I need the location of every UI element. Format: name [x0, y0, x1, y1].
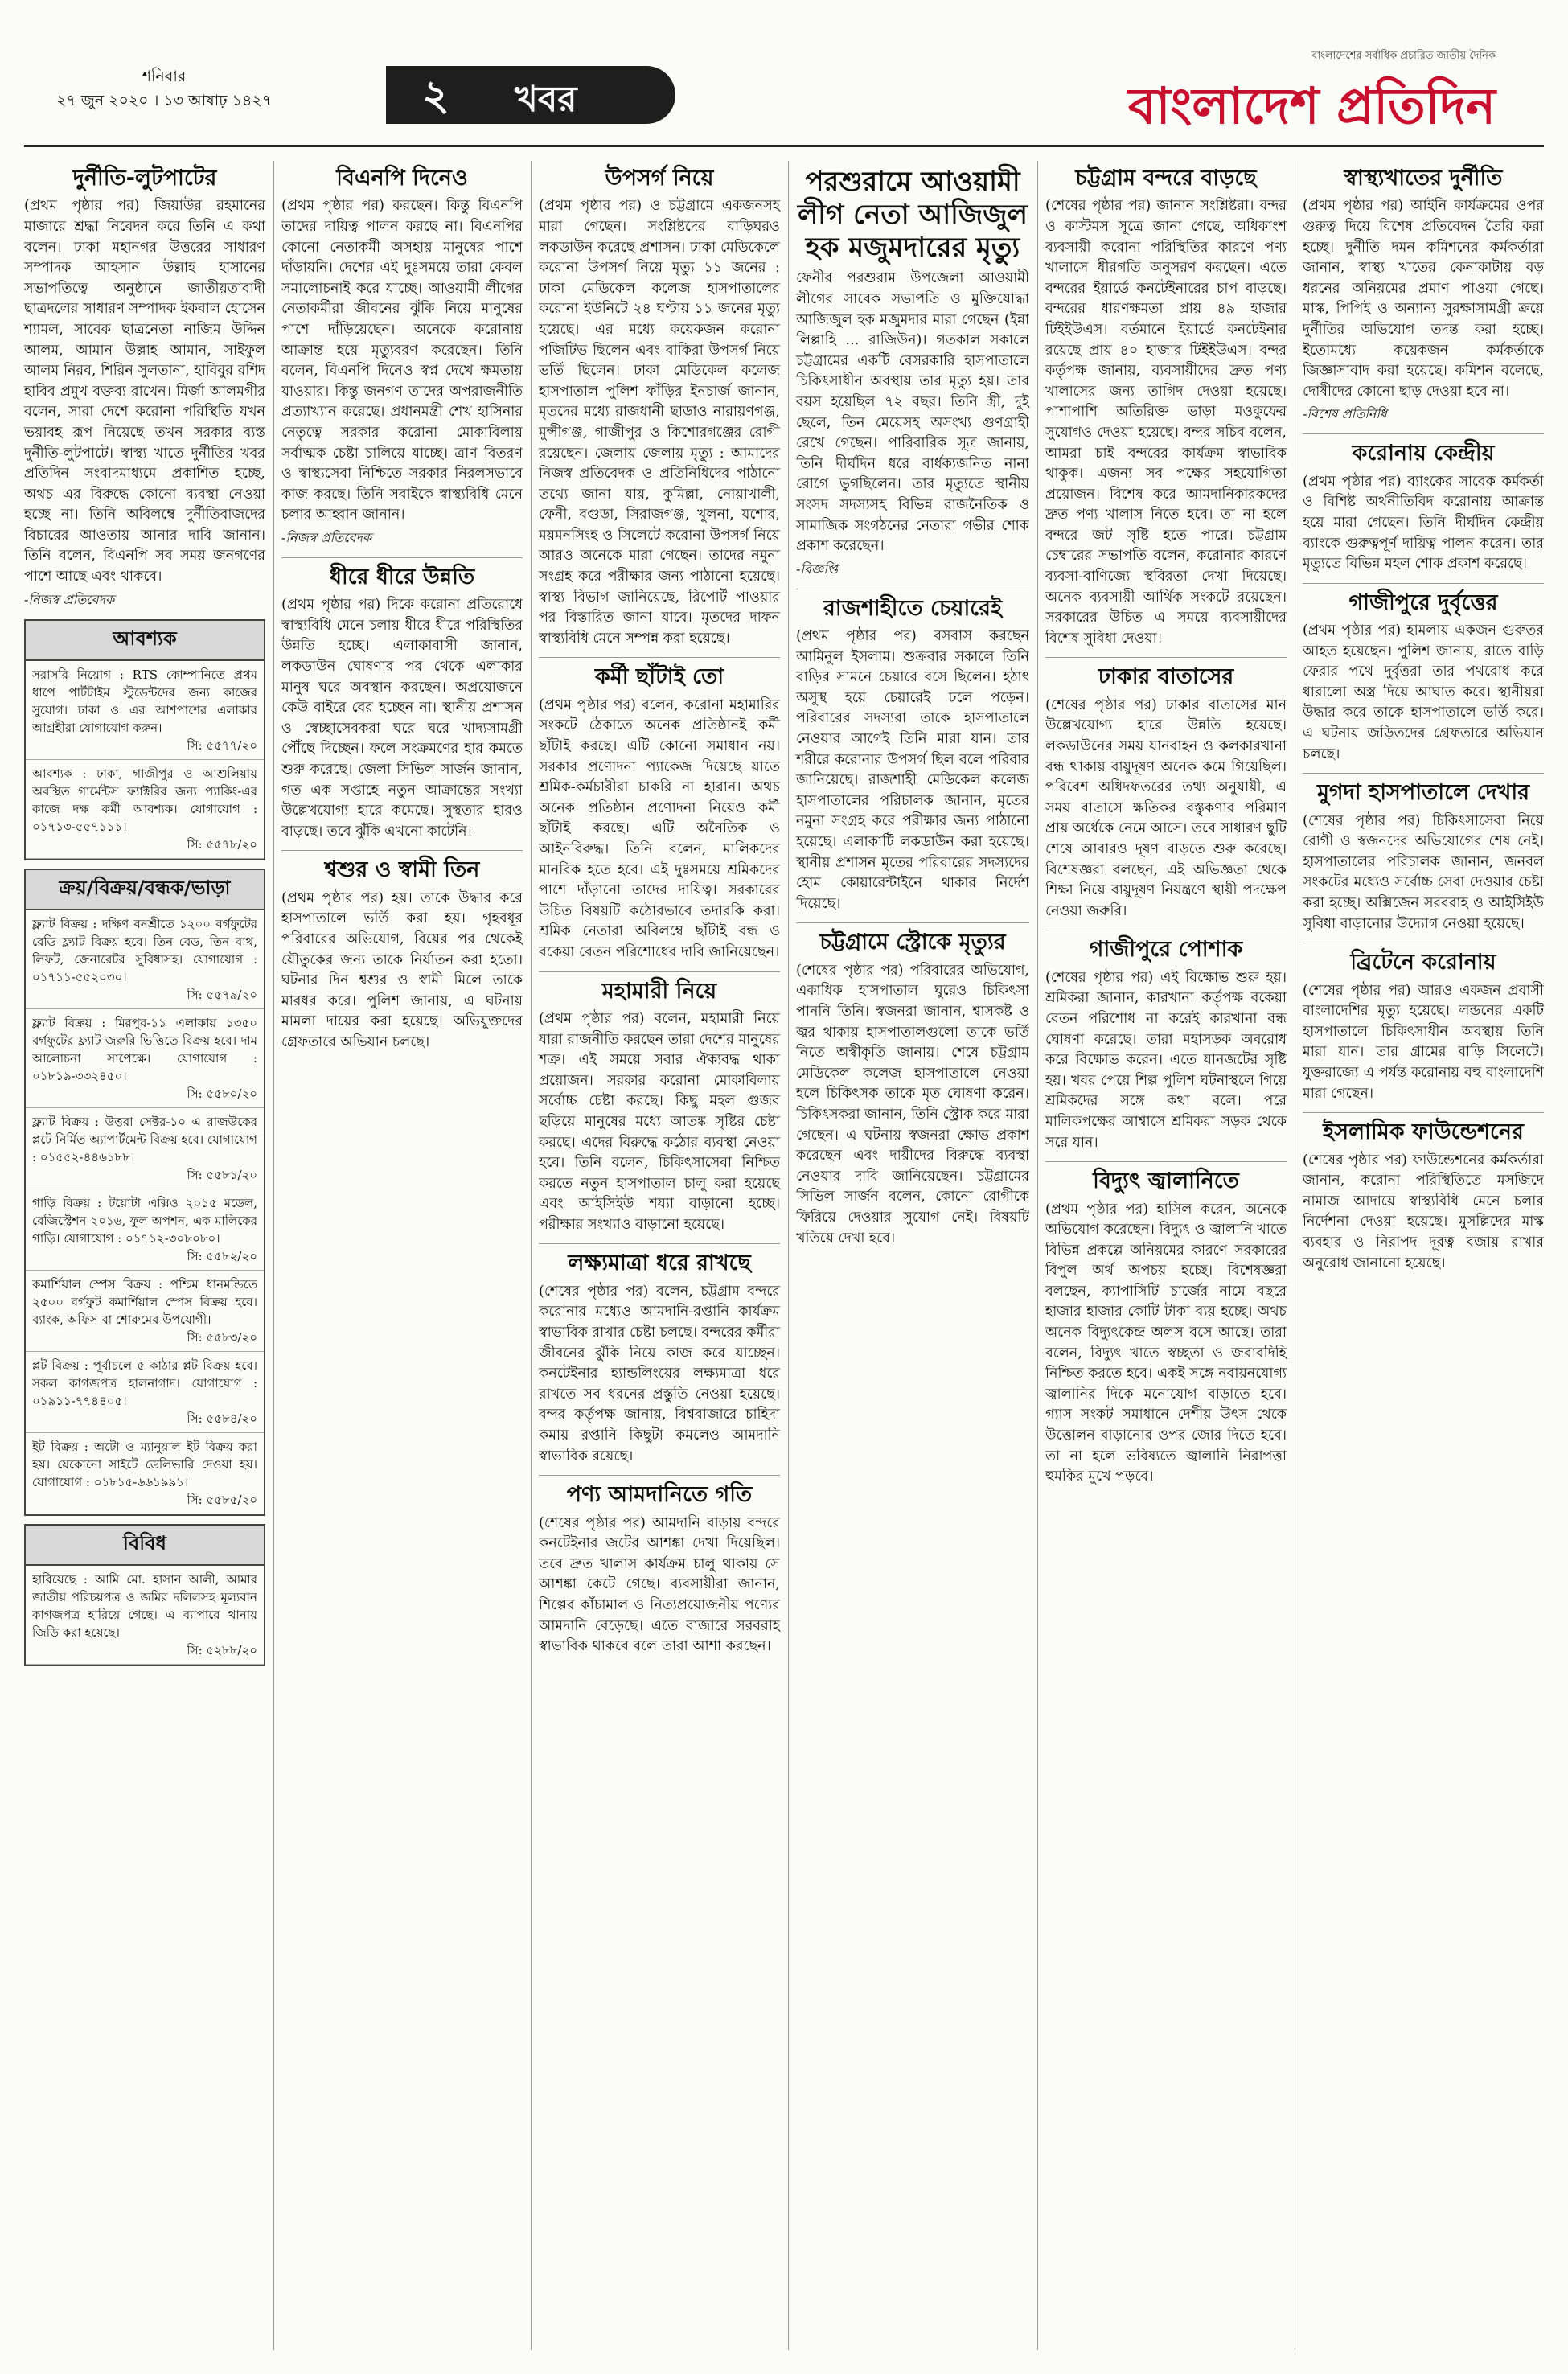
- divider: [1303, 1112, 1544, 1113]
- box-title: বিবিধ: [26, 1526, 264, 1566]
- column-5: [1045, 161, 1287, 2350]
- headline: মহামারী নিয়ে: [601, 978, 717, 1004]
- story-stroke: [796, 930, 1029, 1249]
- weekday: শনিবার: [142, 68, 187, 85]
- story-symptoms: [539, 166, 780, 649]
- story-gazipur-attack: [1303, 590, 1544, 766]
- headline: ধীরে ধীরে উন্নতি: [329, 564, 475, 589]
- story-mugda: [1303, 780, 1544, 934]
- story-body: (প্রথম পৃষ্ঠার পর) হামলায় একজন গুরুতর আহত হয়েছেন। পুলিশ জানায়, রাতে বাড়ি ফেরার পথে দুর্বৃত্তরা তার পথরোধ করে ধারালো অস্ত্র দিয়ে আঘাত করে। স্থানীয়রা উদ্ধার করে তাকে হাসপাতালে ভর্তি করে। এ ঘটনায় জড়িতদের গ্রেফতারে অভিযান চলছে।: [1303, 622, 1544, 762]
- story-pandemic: [539, 979, 780, 1236]
- divider: [539, 1475, 780, 1476]
- story-health-corruption: [1303, 166, 1544, 425]
- classified-ad: [26, 661, 264, 760]
- story-body: (প্রথম পৃষ্ঠার পর) দিকে করোনা প্রতিরোধে স্বাস্থ্যবিধি মেনে চলায় ধীরে ধীরে পরিস্থিতির উন্নতি হচ্ছে। এলাকাবাসী জানান, লকডাউন ঘোষণার পর থেকে এলাকার মানুষ ঘরে অবস্থান করছেন। অপ্রয়োজনে কেউ বাইরে বের হচ্ছেন না। স্থানীয় প্রশাসন ও স্বেচ্ছাসেবকরা ঘরে ঘরে খাদ্যসামগ্রী পৌঁছে দিচ্ছেন। ফলে সংক্রমণের হার কমতে শুরু করেছে। জেলা সিভিল সার্জন জানান, গত এক সপ্তাহে নতুন আক্রান্তের সংখ্যা উল্লেখযোগ্য হারে কমেছে। সুস্থতার হারও বাড়ছে। তবে ঝুঁকি এখনো কাটেনি।: [281, 597, 523, 840]
- story-power: [1045, 1169, 1287, 1488]
- headline: করোনায় কেন্দ্রীয়: [1352, 441, 1495, 466]
- byline: -নিজস্ব প্রতিবেদক: [24, 591, 115, 607]
- byline: -নিজস্ব প্রতিবেদক: [281, 529, 372, 545]
- ad-code: সি: ৫৫৮২/২০: [187, 1248, 257, 1263]
- story-rajshahi: [796, 596, 1029, 915]
- story-body: (প্রথম পৃষ্ঠার পর) বলেন, করোনা মহামারির সংকটে ঠেকাতে অনেক প্রতিষ্ঠানই কর্মী ছাঁটাই করছে। এটি কোনো সমাধান নয়। সরকার প্রণোদনা প্যাকেজ দিয়েছে যাতে শ্রমিক-কর্মচারীরা চাকরি না হারান। অথচ অনেক প্রতিষ্ঠান প্রণোদনা নিয়েও কর্মী ছাঁটাই করছে। এটি অনৈতিক ও আইনবিরুদ্ধ। তিনি বলেন, মালিকদের মানবিক হতে হবে। এই দুঃসময়ে শ্রমিকদের পাশে দাঁড়ানো তাদের দায়িত্ব। সরকারের উচিত বিষয়টি কঠোরভাবে তদারকি করা। শ্রমিক নেতারা অবিলম্বে ছাঁটাই বন্ধ ও বকেয়া বেতন পরিশোধের দাবি জানিয়েছেন।: [539, 696, 780, 960]
- divider: [539, 1243, 780, 1244]
- headline: কর্মী ছাঁটাই তো: [594, 664, 724, 690]
- headline: দুর্নীতি-লুটপাটের: [72, 166, 217, 191]
- ad-text: হারিয়েছে : আমি মো. হাসান আলী, আমার জাতীয় পরিচয়পত্র ও জমির দলিলসহ মূল্যবান কাগজপত্র হারিয়ে গেছে। এ ব্যাপারে থানায় জিডি করা হয়েছে।: [32, 1571, 257, 1640]
- story-body: (শেষের পৃষ্ঠার পর) ঢাকার বাতাসের মান উল্লেখযোগ্য হারে উন্নতি হয়েছে। লকডাউনের সময় যানবাহন ও কলকারখানা বন্ধ থাকায় বায়ুদূষণ অনেক কমে গিয়েছিল। পরিবেশ অধিদফতরের তথ্য অনুযায়ী, এ সময় বাতাসে ক্ষতিকর বস্তুকণার পরিমাণ প্রায় অর্ধেকে নেমে আসে। তবে সাধারণ ছুটি শেষে আবারও দূষণ বাড়তে শুরু করেছে। বিশেষজ্ঞরা বলছেন, এই অভিজ্ঞতা থেকে শিক্ষা নিয়ে বায়ুদূষণ নিয়ন্ত্রণে স্থায়ী পদক্ষেপ নেওয়া জরুরি।: [1045, 696, 1287, 919]
- column-1: [24, 161, 265, 2350]
- story-body: (প্রথম পৃষ্ঠার পর) বলেন, মহামারী নিয়ে যারা রাজনীতি করছেন তারা দেশের মানুষের শত্রু। এই সময়ে সবার ঐক্যবদ্ধ থাকা প্রয়োজন। সরকার করোনা মোকাবিলায় সর্বোচ্চ চেষ্টা করছে। কিছু মহল গুজব ছড়িয়ে মানুষের মধ্যে আতঙ্ক সৃষ্টির চেষ্টা করছে। এদের বিরুদ্ধে কঠোর ব্যবস্থা নেওয়া হবে। তিনি বলেন, চিকিৎসাসেবা নিশ্চিত করতে নতুন হাসপাতাল চালু করা হয়েছে এবং আইসিইউ শয্যা বাড়ানো হচ্ছে। পরীক্ষার সংখ্যাও বাড়ানো হয়েছে।: [539, 1010, 780, 1233]
- classified-ad: [26, 1009, 264, 1108]
- ad-text: ইট বিক্রয় : অটো ও ম্যানুয়াল ইট বিক্রয় করা হয়। যেকোনো সাইটে ডেলিভারি দেওয়া হয়। যোগাযোগ : ০১৮১৫-৬৬১৯৯১।: [32, 1439, 257, 1489]
- story-target: [539, 1251, 780, 1467]
- headline: ব্রিটেনে করোনায়: [1350, 950, 1496, 975]
- column-4: [796, 161, 1029, 2350]
- byline: -বিজ্ঞপ্তি: [796, 561, 838, 577]
- classified-ad: [26, 1108, 264, 1189]
- story-body: (শেষের পৃষ্ঠার পর) এই বিক্ষোভ শুরু হয়। শ্রমিকরা জানান, কারখানা কর্তৃপক্ষ বকেয়া বেতন পরিশোধ না করেই কারখানা বন্ধ ঘোষণা করেছে। তারা মহাসড়ক অবরোধ করে বিক্ষোভ করেন। এতে যানজটের সৃষ্টি হয়। খবর পেয়ে শিল্প পুলিশ ঘটনাস্থলে গিয়ে শ্রমিকদের সঙ্গে কথা বলে। পরে মালিকপক্ষের আশ্বাসে শ্রমিকরা সড়ক থেকে সরে যান।: [1045, 969, 1287, 1151]
- ad-text: ফ্ল্যাট বিক্রয় : দক্ষিণ বনশ্রীতে ১২০০ বর্গফুটের রেডি ফ্ল্যাট বিক্রয় হবে। তিন বেড, তিন বাথ, লিফট, জেনারেটর সুবিধাসহ। যোগাযোগ : ০১৭১১-৫৫২০৩০।: [32, 916, 257, 984]
- story-bnp: [281, 166, 523, 549]
- ad-text: গাড়ি বিক্রয় : টয়োটা এক্সিও ২০১৫ মডেল, রেজিস্ট্রেশন ২০১৬, ফুল অপশন, এক মালিকের গাড়ি। যোগাযোগ : ০১৭১২-৩০৮০৮০।: [32, 1195, 257, 1246]
- column-divider: [1037, 161, 1038, 2350]
- section-name: খবর: [515, 79, 577, 120]
- story-body: (শেষের পৃষ্ঠার পর) আরও একজন প্রবাসী বাংলাদেশির মৃত্যু হয়েছে। লন্ডনের একটি হাসপাতালে চিকিৎসাধীন অবস্থায় তিনি মারা যান। তার গ্রামের বাড়ি সিলেটে। যুক্তরাজ্যে এ পর্যন্ত করোনায় বহু বাংলাদেশি মারা গেছেন।: [1303, 982, 1544, 1102]
- box-title: আবশ্যক: [26, 621, 264, 661]
- divider: [1303, 583, 1544, 584]
- headline: ঢাকার বাতাসের: [1098, 664, 1234, 690]
- ad-text: সরাসরি নিয়োগ : RTS কোম্পানিতে প্রথম ধাপে পার্টটাইম স্টুডেন্টদের জন্য কাজের সুযোগ। ঢাকা ও এর আশপাশের এলাকার আগ্রহীরা যোগাযোগ করুন।: [32, 667, 257, 735]
- headline: পরশুরামে আওয়ামী লীগ নেতা আজিজুল হক মজুমদারের মৃত্যু: [797, 166, 1028, 264]
- story-body: (প্রথম পৃষ্ঠার পর) করছেন। কিন্তু বিএনপি তাদের দায়িত্ব পালন করছে না। বিএনপির কোনো নেতাকর্মী অসহায় মানুষের পাশে দাঁড়ায়নি। দেশের এই দুঃসময়ে তারা কেবল সমালোচনাই করে যাচ্ছে। আওয়ামী লীগের নেতাকর্মীরা জীবনের ঝুঁকি নিয়ে মানুষের পাশে দাঁড়িয়েছেন। অনেকে করোনায় আক্রান্ত হয়ে মৃত্যুবরণ করেছেন। তিনি বলেন, বিএনপি দিনেও স্বপ্ন দেখে ক্ষমতায় যাওয়ার। কিন্তু জনগণ তাদের অপরাজনীতি প্রত্যাখ্যান করেছে। প্রধানমন্ত্রী শেখ হাসিনার নেতৃত্বে সরকার করোনা মোকাবিলায় সর্বাত্মক চেষ্টা চালিয়ে যাচ্ছে। ত্রাণ বিতরণ ও স্বাস্থ্যসেবা নিশ্চিতে সরকার নিরলসভাবে কাজ করছে। তিনি সবাইকে স্বাস্থ্যবিধি মেনে চলার আহ্বান জানান।: [281, 198, 523, 524]
- story-body: (শেষের পৃষ্ঠার পর) ফাউন্ডেশনের কর্মকর্তারা জানান, করোনা পরিস্থিতিতে মসজিদে নামাজ আদায়ে স্বাস্থ্যবিধি মেনে চলার নির্দেশনা দেওয়া হয়েছে। মুসল্লিদের মাস্ক ব্যবহার ও নিরাপদ দূরত্ব বজায় রাখার অনুরোধ জানানো হয়েছে।: [1303, 1152, 1544, 1271]
- story-garments: [1045, 937, 1287, 1153]
- story-body: (শেষের পৃষ্ঠার পর) চিকিৎসাসেবা নিয়ে রোগী ও স্বজনদের অভিযোগের শেষ নেই। হাসপাতালের পরিচালক জানান, জনবল সংকটের মধ্যেও সর্বোচ্চ সেবা দেওয়ার চেষ্টা করা হচ্ছে। অক্সিজেন সরবরাহ ও আইসিইউ সুবিধা বাড়ানোর উদ্যোগ নেওয়া হয়েছে।: [1303, 812, 1544, 932]
- divider: [796, 922, 1029, 923]
- ad-code: সি: ৫২৮৮/২০: [187, 1642, 257, 1657]
- newspaper-logo: [1128, 48, 1496, 151]
- classified-ad: [26, 760, 264, 859]
- story-port: [1045, 166, 1287, 649]
- story-imports: [539, 1482, 780, 1657]
- column-6: [1303, 161, 1544, 2350]
- column-3: [539, 161, 780, 2350]
- classified-box-sale: [24, 869, 265, 1516]
- story-body: ফেনীর পরশুরাম উপজেলা আওয়ামী লীগের সাবেক সভাপতি ও মুক্তিযোদ্ধা আজিজুল হক মজুমদার মারা গেছেন (ইন্না লিল্লাহি ... রাজিউন)। গতকাল সকালে চট্টগ্রামের একটি বেসরকারি হাসপাতালে চিকিৎসাধীন অবস্থায় তার মৃত্যু হয়। তার বয়স হয়েছিল ৭২ বছর। তিনি স্ত্রী, দুই ছেলে, তিন মেয়েসহ অসংখ্য গুণগ্রাহী রেখে গেছেন। পারিবারিক সূত্র জানায়, তিনি দীর্ঘদিন ধরে বার্ধক্যজনিত নানা রোগে ভুগছিলেন। তার মৃত্যুতে স্থানীয় সংসদ সদস্যসহ বিভিন্ন রাজনৈতিক ও সামাজিক সংগঠনের নেতারা গভীর শোক প্রকাশ করেছেন।: [796, 270, 1029, 555]
- classified-ad: [26, 910, 264, 1009]
- headline: স্বাস্থ্যখাতের দুর্নীতি: [1344, 166, 1503, 191]
- column-2: [281, 161, 523, 2350]
- ad-code: সি: ৫৫৮০/২০: [187, 1086, 257, 1101]
- story-corruption: [24, 166, 265, 611]
- classified-ad: [26, 1271, 264, 1352]
- headline: শ্বশুর ও স্বামী তিন: [324, 857, 480, 883]
- ad-text: কমার্শিয়াল স্পেস বিক্রয় : পশ্চিম ধানমন্ডিতে ২৫০০ বর্গফুট কমার্শিয়াল স্পেস বিক্রয় হবে। ব্যাংক, অফিস বা শোরুমের উপযোগী।: [32, 1276, 257, 1327]
- headline: বিদ্যুৎ জ্বালানিতে: [1093, 1169, 1239, 1194]
- headline: মুগদা হাসপাতালে দেখার: [1316, 780, 1530, 806]
- story-body: (শেষের পৃষ্ঠার পর) বলেন, চট্টগ্রাম বন্দরে করোনার মধ্যেও আমদানি-রপ্তানি কার্যক্রম স্বাভাবিক রাখার চেষ্টা চলছে। বন্দরের কর্মীরা জীবনের ঝুঁকি নিয়ে কাজ করে যাচ্ছেন। কনটেইনার হ্যান্ডলিংয়ের লক্ষ্যমাত্রা ধরে রাখতে সব ধরনের প্রস্তুতি নেওয়া হয়েছে। বন্দর কর্তৃপক্ষ জানায়, বিশ্ববাজারে চাহিদা কমায় রপ্তানি কিছুটা কমলেও আমদানি স্বাভাবিক রয়েছে।: [539, 1283, 780, 1464]
- headline: চট্টগ্রাম বন্দরে বাড়ছে: [1075, 166, 1257, 191]
- story-body: (শেষের পৃষ্ঠার পর) পরিবারের অভিযোগ, একাধিক হাসপাতাল ঘুরেও চিকিৎসা পাননি তিনি। স্বজনরা জানান, শ্বাসকষ্ট ও জ্বর থাকায় হাসপাতালগুলো তাকে ভর্তি নিতে অস্বীকৃতি জানায়। শেষে চট্টগ্রাম মেডিকেল কলেজ হাসপাতালে নেওয়া হলে চিকিৎসক তাকে মৃত ঘোষণা করেন। চিকিৎসকরা জানান, তিনি স্ট্রোক করে মারা গেছেন। এ ঘটনায় স্বজনরা ক্ষোভ প্রকাশ করেছেন এবং দায়ীদের বিরুদ্ধে ব্যবস্থা নেওয়ার দাবি জানিয়েছেন। চট্টগ্রামের সিভিল সার্জন বলেন, কোনো রোগীকে ফিরিয়ে দেওয়ার সুযোগ নেই। বিষয়টি খতিয়ে দেখা হবে।: [796, 962, 1029, 1247]
- headline: ইসলামিক ফাউন্ডেশনের: [1323, 1119, 1524, 1145]
- classified-box-wanted: [24, 619, 265, 860]
- ad-text: ফ্ল্যাট বিক্রয় : উত্তরা সেক্টর-১০ এ রাজউকের প্লটে নির্মিত অ্যাপার্টমেন্ট বিক্রয় হবে। যোগাযোগ : ০১৫৫২-৪৪৬১৮৮।: [32, 1114, 257, 1164]
- ad-code: সি: ৫৫৭৯/২০: [187, 987, 257, 1002]
- story-obituary: [796, 166, 1029, 581]
- story-body: (প্রথম পৃষ্ঠার পর) আইনি কার্যক্রমের ওপর গুরুত্ব দিয়ে বিশেষ প্রতিবেদন তৈরি করা হচ্ছে। দুর্নীতি দমন কমিশনের কর্মকর্তারা জানান, স্বাস্থ্য খাতের কেনাকাটায় বড় ধরনের অনিয়মের প্রমাণ পাওয়া গেছে। মাস্ক, পিপিই ও অন্যান্য সুরক্ষাসামগ্রী ক্রয়ে দুর্নীতির অভিযোগ তদন্ত করা হচ্ছে। ইতোমধ্যে কয়েকজন কর্মকর্তাকে জিজ্ঞাসাবাদ করা হয়েছে। কমিশন বলেছে, দোষীদের কোনো ছাড় দেওয়া হবে না।: [1303, 198, 1544, 400]
- story-islamic-foundation: [1303, 1119, 1544, 1274]
- story-body: (প্রথম পৃষ্ঠার পর) হয়। তাকে উদ্ধার করে হাসপাতালে ভর্তি করা হয়। গৃহবধূর পরিবারের অভিযোগ, বিয়ের পর থেকেই যৌতুকের জন্য তাকে নির্যাতন করা হতো। ঘটনার দিন শ্বশুর ও স্বামী মিলে তাকে মারধর করে। পুলিশ জানায়, এ ঘটনায় মামলা দায়ের করা হয়েছে। অভিযুক্তদের গ্রেফতারে অভিযান চলছে।: [281, 889, 523, 1050]
- story-improvement: [281, 565, 523, 843]
- ad-code: সি: ৫৫৮৪/২০: [187, 1411, 257, 1426]
- classified-ad: [26, 1566, 264, 1665]
- ad-text: আবশ্যক : ঢাকা, গাজীপুর ও আশুলিয়ায় অবস্থিত গার্মেন্টস ফ্যাক্টরির জন্য প্যাকিং-এর কাজে দক্ষ কর্মী আবশ্যক। যোগাযোগ : ০১৭১৩-৫৫৭১১১।: [32, 766, 257, 834]
- logo-brand: বাংলাদেশ প্রতিদিন: [1128, 76, 1496, 135]
- headline: গাজীপুরে পোশাক: [1089, 937, 1243, 963]
- masthead-rule: [24, 145, 1544, 147]
- ad-code: সি: ৫৫৮৩/২০: [187, 1329, 257, 1345]
- ad-code: সি: ৫৫৭৭/২০: [187, 737, 257, 753]
- divider: [1303, 773, 1544, 774]
- classified-ad: [26, 1433, 264, 1514]
- headline: রাজশাহীতে চেয়ারেই: [823, 595, 1003, 621]
- story-body: (প্রথম পৃষ্ঠার পর) ব্যাংকের সাবেক কর্মকর্তা ও বিশিষ্ট অর্থনীতিবিদ করোনায় আক্রান্ত হয়ে মারা গেছেন। তিনি দীর্ঘদিন কেন্দ্রীয় ব্যাংকে গুরুত্বপূর্ণ দায়িত্ব পালন করেন। তার মৃত্যুতে বিভিন্ন মহল শোক প্রকাশ করেছে।: [1303, 473, 1544, 573]
- classified-ad: [26, 1352, 264, 1433]
- divider: [1045, 657, 1287, 658]
- divider: [281, 557, 523, 558]
- story-britain: [1303, 950, 1544, 1104]
- date: ২৭ জুন ২০২০ । ১৩ আষাঢ় ১৪২৭: [56, 92, 273, 109]
- story-in-laws: [281, 857, 523, 1053]
- divider: [281, 850, 523, 851]
- divider: [539, 971, 780, 972]
- headline: লক্ষ্যমাত্রা ধরে রাখছে: [568, 1251, 751, 1276]
- ad-text: ফ্ল্যাট বিক্রয় : মিরপুর-১১ এলাকায় ১৩৫০ বর্গফুটের ফ্ল্যাট জরুরি ভিত্তিতে বিক্রয় হবে। দাম আলোচনা সাপেক্ষে। যোগাযোগ : ০১৮১৯-৩৩২৪৫০।: [32, 1015, 257, 1083]
- dateline: [56, 64, 272, 113]
- story-layoffs: [539, 664, 780, 963]
- story-air: [1045, 664, 1287, 922]
- ad-code: সি: ৫৫৮১/২০: [187, 1167, 257, 1182]
- classified-box-misc: [24, 1524, 265, 1666]
- page-number: ২: [422, 71, 449, 120]
- box-title: ক্রয়/বিক্রয়/বন্ধক/ভাড়া: [26, 870, 264, 910]
- divider: [1303, 433, 1544, 434]
- headline: উপসর্গ নিয়ে: [605, 166, 714, 191]
- logo-tagline: বাংলাদেশের সর্বাধিক প্রচারিত জাতীয় দৈনিক: [1311, 50, 1496, 62]
- column-divider: [273, 161, 274, 2350]
- story-body: (প্রথম পৃষ্ঠার পর) জিয়াউর রহমানের মাজারে শ্রদ্ধা নিবেদন করে তিনি এ কথা বলেন। ঢাকা মহানগর উত্তরের সাধারণ সম্পাদক আহসান উল্লাহ হাসানের সভাপতিত্বে অনুষ্ঠানে জাতীয়তাবাদী ছাত্রদলের সাধারণ সম্পাদক ইকবাল হোসেন শ্যামল, সাবেক ছাত্রনেতা নাজিম উদ্দিন আলম, আমান উল্লাহ আমান, সাইফুল আলম নিরব, শিরিন সুলতানা, হাবিবুর রশিদ হাবিব প্রমুখ বক্তব্য রাখেন। মির্জা আলমগীর বলেন, সারা দেশে করোনা পরিস্থিতি যখন ভয়াবহ রূপ নিয়েছে তখন সরকার ব্যস্ত দুর্নীতি-লুটপাটে। স্বাস্থ্য খাতে দুর্নীতির খবর প্রতিদিন সংবাদমাধ্যমে প্রকাশিত হচ্ছে, অথচ এর বিরুদ্ধে কোনো ব্যবস্থা নেওয়া হচ্ছে না। তিনি অবিলম্বে দুর্নীতিবাজদের বিচারের আওতায় আনার দাবি জানান। তিনি বলেন, বিএনপি সব সময় জনগণের পাশে আছে এবং থাকবে।: [24, 198, 265, 585]
- classified-ad: [26, 1189, 264, 1271]
- story-body: (শেষের পৃষ্ঠার পর) আমদানি বাড়ায় বন্দরে কনটেইনার জটের আশঙ্কা দেখা দিয়েছিল। তবে দ্রুত খালাস কার্যক্রম চালু থাকায় সে আশঙ্কা কেটে গেছে। ব্যবসায়ীরা জানান, শিল্পের কাঁচামাল ও নিত্যপ্রয়োজনীয় পণ্যের আমদানি বেড়েছে। এতে বাজারে সরবরাহ স্বাভাবিক থাকবে বলে তারা আশা করছেন।: [539, 1514, 780, 1655]
- headline: বিএনপি দিনেও: [336, 166, 468, 191]
- column-divider: [788, 161, 789, 2350]
- divider: [1045, 1161, 1287, 1162]
- story-body: (প্রথম পৃষ্ঠার পর) ও চট্টগ্রামে একজনসহ মারা গেছেন। সংশ্লিষ্টদের বাড়িঘরও লকডাউন করেছে প্রশাসন। ঢাকা মেডিকেলে করোনা উপসর্গ নিয়ে মৃত্যু ১১ জনের : ঢাকা মেডিকেল কলেজ হাসপাতালের করোনা ইউনিটে ২৪ ঘণ্টায় ১১ জনের মৃত্যু হয়েছে। এর মধ্যে কয়েকজন করোনা পজিটিভ ছিলেন এবং বাকিরা উপসর্গ নিয়ে ভর্তি ছিলেন। ঢাকা মেডিকেল কলেজ হাসপাতাল পুলিশ ফাঁড়ির ইনচার্জ জানান, মৃতদের মধ্যে রাজধানী ছাড়াও নারায়ণগঞ্জ, মুন্সীগঞ্জ, গাজীপুর ও কিশোরগঞ্জের রোগী রয়েছেন। জেলায় জেলায় মৃত্যু : আমাদের নিজস্ব প্রতিবেদক ও প্রতিনিধিদের পাঠানো তথ্যে জানা যায়, কুমিল্লা, নোয়াখালী, ফেনী, বগুড়া, সিরাজগঞ্জ, খুলনা, যশোর, ময়মনসিংহ ও সিলেটে করোনা উপসর্গ নিয়ে আরও অনেকে মারা গেছেন। তাদের নমুনা সংগ্রহ করে পরীক্ষার জন্য পাঠানো হয়েছে। স্বাস্থ্য বিভাগ জানিয়েছে, রিপোর্ট পাওয়ার পর বিস্তারিত জানা যাবে। মৃতদের দাফন স্বাস্থ্যবিধি মেনে সম্পন্ন করা হয়েছে।: [539, 198, 780, 647]
- story-body: (শেষের পৃষ্ঠার পর) জানান সংশ্লিষ্টরা। বন্দর ও কাস্টমস সূত্রে জানা গেছে, অধিকাংশ ব্যবসায়ী করোনা পরিস্থিতির কারণে পণ্য খালাসে ধীরগতি অনুসরণ করছেন। এতে বন্দরের ইয়ার্ডে কনটেইনারের চাপ বাড়ছে। বন্দরের ধারণক্ষমতা প্রায় ৪৯ হাজার টিইইউএস। বর্তমানে ইয়ার্ডে কনটেইনার রয়েছে প্রায় ৪০ হাজার টিইইউএস। বন্দর কর্তৃপক্ষ জানায়, ব্যবসায়ীদের দ্রুত পণ্য খালাসের জন্য তাগিদ দেওয়া হয়েছে। পাশাপাশি অতিরিক্ত ভাড়া মওকুফের সুযোগও দেওয়া হয়েছে। বন্দর সচিব বলেন, আমরা চাই বন্দরের কার্যক্রম স্বাভাবিক থাকুক। এজন্য সব পক্ষের সহযোগিতা প্রয়োজন। বিশেষ করে আমদানিকারকদের দ্রুত পণ্য খালাস নিতে হবে। তা না হলে বন্দরে জট সৃষ্টি হতে পারে। চট্টগ্রাম চেম্বারের সভাপতি বলেন, করোনার কারণে ব্যবসা-বাণিজ্যে স্থবিরতা দেখা দিয়েছে। অনেক ব্যবসায়ী আর্থিক সংকটে রয়েছেন। সরকারের উচিত এ সময়ে ব্যবসায়ীদের বিশেষ সুবিধা দেওয়া।: [1045, 198, 1287, 647]
- headline: চট্টগ্রামে স্ট্রোকে মৃত্যুর: [819, 930, 1006, 955]
- story-body: (প্রথম পৃষ্ঠার পর) হাসিল করেন, অনেকে অভিযোগ করেছেন। বিদ্যুৎ ও জ্বালানি খাতে বিভিন্ন প্রকল্পে অনিয়মের কারণে সরকারের বিপুল অর্থ অপচয় হচ্ছে। বিশেষজ্ঞরা বলছেন, ক্যাপাসিটি চার্জের নামে বছরে হাজার হাজার কোটি টাকা ব্যয় হচ্ছে। অথচ অনেক বিদ্যুৎকেন্দ্র অলস বসে আছে। তারা বলেন, বিদ্যুৎ খাতে স্বচ্ছতা ও জবাবদিহি নিশ্চিত করতে হবে। একই সঙ্গে নবায়নযোগ্য জ্বালানির দিকে মনোযোগ বাড়াতে হবে। গ্যাস সংকট সমাধানে দেশীয় উৎস থেকে উত্তোলন বাড়ানোর ওপর জোর দিতে হবে। তা না হলে ভবিষ্যতে জ্বালানি নিরাপত্তা হুমকির মুখে পড়বে।: [1045, 1201, 1287, 1485]
- headline: গাজীপুরে দুর্বৃত্তের: [1348, 589, 1498, 615]
- story-body: (প্রথম পৃষ্ঠার পর) বসবাস করছেন আমিনুল ইসলাম। শুক্রবার সকালে তিনি বাড়ির সামনে চেয়ারে বসে ছিলেন। হঠাৎ অসুস্থ হয়ে চেয়ারেই ঢলে পড়েন। পরিবারের সদস্যরা তাকে হাসপাতালে নেওয়ার আগেই তিনি মারা যান। তার শরীরে করোনার উপসর্গ ছিল বলে পরিবার জানিয়েছে। রাজশাহী মেডিকেল কলেজ হাসপাতালের পরিচালক জানান, মৃতের নমুনা সংগ্রহ করে পরীক্ষার জন্য পাঠানো হয়েছে। এলাকাটি লকডাউন করা হয়েছে। স্থানীয় প্রশাসন মৃতের পরিবারের সদস্যদের হোম কোয়ারেন্টাইনে থাকার নির্দেশ দিয়েছে।: [796, 628, 1029, 912]
- ad-code: সি: ৫৫৮৫/২০: [187, 1492, 257, 1507]
- masthead: [24, 16, 1544, 145]
- story-central-bank: [1303, 441, 1544, 574]
- headline: পণ্য আমদানিতে গতি: [566, 1482, 753, 1508]
- ad-text: প্লট বিক্রয় : পূর্বাচলে ৫ কাঠার প্লট বিক্রয় হবে। সকল কাগজপত্র হালনাগাদ। যোগাযোগ : ০১৯১১-৭৭৪৪০৫।: [32, 1357, 257, 1408]
- divider: [539, 657, 780, 658]
- column-divider: [531, 161, 532, 2350]
- ad-code: সি: ৫৫৭৮/২০: [187, 836, 257, 852]
- byline: -বিশেষ প্রতিনিধি: [1303, 406, 1387, 422]
